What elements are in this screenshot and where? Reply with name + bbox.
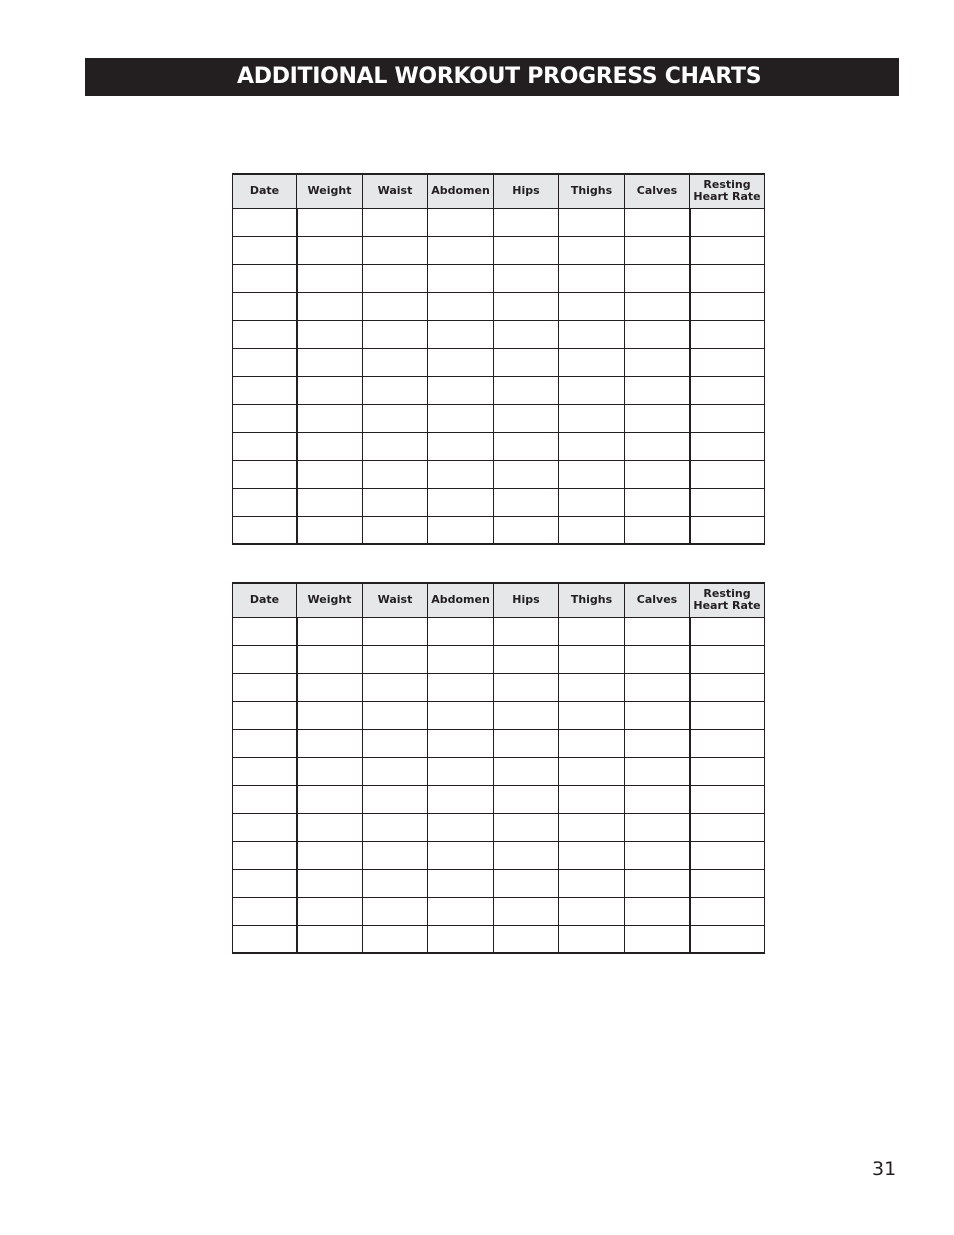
blank-entry-cell[interactable] [233,348,297,376]
blank-entry-cell[interactable] [690,264,765,292]
table-row [233,617,765,645]
table-body [233,617,765,953]
blank-entry-cell[interactable] [690,645,765,673]
blank-entry-cell[interactable] [559,236,625,264]
table-row [233,813,765,841]
blank-entry-cell[interactable] [690,348,765,376]
blank-entry-cell[interactable] [690,376,765,404]
blank-entry-cell[interactable] [559,869,625,897]
blank-entry-cell[interactable] [559,404,625,432]
blank-entry-cell[interactable] [625,645,690,673]
blank-entry-cell[interactable] [559,516,625,544]
table-row [233,673,765,701]
blank-entry-cell[interactable] [428,432,494,460]
blank-entry-cell[interactable] [494,264,559,292]
blank-entry-cell[interactable] [233,757,297,785]
blank-entry-cell[interactable] [625,516,690,544]
blank-entry-cell[interactable] [428,617,494,645]
table-row [233,348,765,376]
blank-entry-cell[interactable] [363,404,428,432]
table-row [233,897,765,925]
blank-entry-cell[interactable] [625,785,690,813]
blank-entry-cell[interactable] [297,376,363,404]
blank-entry-cell[interactable] [297,432,363,460]
blank-entry-cell[interactable] [233,404,297,432]
blank-entry-cell[interactable] [494,432,559,460]
blank-entry-cell[interactable] [625,841,690,869]
blank-entry-cell[interactable] [625,617,690,645]
blank-entry-cell[interactable] [494,348,559,376]
blank-entry-cell[interactable] [297,404,363,432]
blank-entry-cell[interactable] [233,813,297,841]
blank-entry-cell[interactable] [297,673,363,701]
blank-entry-cell[interactable] [363,925,428,953]
table-row [233,208,765,236]
column-header-abdomen: Abdomen [428,174,494,208]
blank-entry-cell[interactable] [233,645,297,673]
blank-entry-cell[interactable] [363,236,428,264]
blank-entry-cell[interactable] [690,236,765,264]
blank-entry-cell[interactable] [363,617,428,645]
blank-entry-cell[interactable] [625,320,690,348]
blank-entry-cell[interactable] [297,897,363,925]
blank-entry-cell[interactable] [625,701,690,729]
blank-entry-cell[interactable] [690,208,765,236]
blank-entry-cell[interactable] [625,460,690,488]
blank-entry-cell[interactable] [494,673,559,701]
blank-entry-cell[interactable] [690,488,765,516]
blank-entry-cell[interactable] [625,897,690,925]
blank-entry-cell[interactable] [625,869,690,897]
blank-entry-cell[interactable] [297,292,363,320]
blank-entry-cell[interactable] [494,488,559,516]
blank-entry-cell[interactable] [363,432,428,460]
blank-entry-cell[interactable] [559,264,625,292]
blank-entry-cell[interactable] [428,869,494,897]
blank-entry-cell[interactable] [690,729,765,757]
blank-entry-cell[interactable] [428,757,494,785]
blank-entry-cell[interactable] [494,897,559,925]
blank-entry-cell[interactable] [690,460,765,488]
blank-entry-cell[interactable] [363,348,428,376]
blank-entry-cell[interactable] [494,813,559,841]
blank-entry-cell[interactable] [625,757,690,785]
blank-entry-cell[interactable] [233,617,297,645]
blank-entry-cell[interactable] [559,673,625,701]
blank-entry-cell[interactable] [233,264,297,292]
blank-entry-cell[interactable] [428,488,494,516]
blank-entry-cell[interactable] [363,701,428,729]
column-header-line: Heart Rate [693,190,761,204]
table-row [233,516,765,544]
table-row [233,460,765,488]
blank-entry-cell[interactable] [690,320,765,348]
blank-entry-cell[interactable] [363,320,428,348]
blank-entry-cell[interactable] [233,236,297,264]
blank-entry-cell[interactable] [363,460,428,488]
column-header-date: Date [233,583,297,617]
blank-entry-cell[interactable] [625,925,690,953]
blank-entry-cell[interactable] [233,376,297,404]
blank-entry-cell[interactable] [363,841,428,869]
blank-entry-cell[interactable] [690,673,765,701]
blank-entry-cell[interactable] [363,757,428,785]
blank-entry-cell[interactable] [233,488,297,516]
column-header-date: Date [233,174,297,208]
blank-entry-cell[interactable] [363,376,428,404]
blank-entry-cell[interactable] [494,320,559,348]
blank-entry-cell[interactable] [428,292,494,320]
blank-entry-cell[interactable] [559,757,625,785]
blank-entry-cell[interactable] [428,645,494,673]
table-row [233,320,765,348]
blank-entry-cell[interactable] [494,869,559,897]
blank-entry-cell[interactable] [297,516,363,544]
blank-entry-cell[interactable] [363,729,428,757]
column-header-weight: Weight [297,174,363,208]
column-header-waist: Waist [363,583,428,617]
blank-entry-cell[interactable] [625,376,690,404]
blank-entry-cell[interactable] [428,236,494,264]
blank-entry-cell[interactable] [428,813,494,841]
blank-entry-cell[interactable] [233,320,297,348]
table-row [233,432,765,460]
blank-entry-cell[interactable] [297,925,363,953]
blank-entry-cell[interactable] [233,292,297,320]
blank-entry-cell[interactable] [428,673,494,701]
blank-entry-cell[interactable] [559,292,625,320]
blank-entry-cell[interactable] [494,757,559,785]
table-row [233,925,765,953]
blank-entry-cell[interactable] [625,432,690,460]
blank-entry-cell[interactable] [233,460,297,488]
blank-entry-cell[interactable] [494,376,559,404]
blank-entry-cell[interactable] [559,645,625,673]
progress-chart-table-1 [232,173,765,545]
blank-entry-cell[interactable] [690,897,765,925]
column-header-line: Resting [703,587,751,601]
column-header-hips: Hips [494,583,559,617]
blank-entry-cell[interactable] [428,516,494,544]
blank-entry-cell[interactable] [494,460,559,488]
blank-entry-cell[interactable] [428,404,494,432]
blank-entry-cell[interactable] [494,617,559,645]
table-row [233,785,765,813]
blank-entry-cell[interactable] [625,673,690,701]
blank-entry-cell[interactable] [297,264,363,292]
blank-entry-cell[interactable] [494,292,559,320]
table-row [233,645,765,673]
blank-entry-cell[interactable] [428,264,494,292]
blank-entry-cell[interactable] [363,516,428,544]
blank-entry-cell[interactable] [297,208,363,236]
blank-entry-cell[interactable] [428,785,494,813]
blank-entry-cell[interactable] [690,432,765,460]
blank-entry-cell[interactable] [233,897,297,925]
table-row [233,376,765,404]
blank-entry-cell[interactable] [428,348,494,376]
column-header-thighs: Thighs [559,174,625,208]
table-row [233,404,765,432]
table-body [233,208,765,544]
blank-entry-cell[interactable] [559,376,625,404]
blank-entry-cell[interactable] [233,673,297,701]
blank-entry-cell[interactable] [428,320,494,348]
page-title: ADDITIONAL WORKOUT PROGRESS CHARTS [237,64,762,89]
blank-entry-cell[interactable] [559,208,625,236]
blank-entry-cell[interactable] [428,460,494,488]
blank-entry-cell[interactable] [297,236,363,264]
blank-entry-cell[interactable] [297,348,363,376]
blank-entry-cell[interactable] [690,869,765,897]
column-header-thighs: Thighs [559,583,625,617]
blank-entry-cell[interactable] [494,645,559,673]
blank-entry-cell[interactable] [297,460,363,488]
blank-entry-cell[interactable] [297,488,363,516]
blank-entry-cell[interactable] [690,757,765,785]
column-header-resting-heart-rate [690,583,765,617]
blank-entry-cell[interactable] [297,841,363,869]
blank-entry-cell[interactable] [363,645,428,673]
blank-entry-cell[interactable] [690,617,765,645]
blank-entry-cell[interactable] [233,729,297,757]
blank-entry-cell[interactable] [494,404,559,432]
blank-entry-cell[interactable] [363,897,428,925]
blank-entry-cell[interactable] [625,348,690,376]
blank-entry-cell[interactable] [297,813,363,841]
blank-entry-cell[interactable] [625,488,690,516]
blank-entry-cell[interactable] [690,292,765,320]
blank-entry-cell[interactable] [297,729,363,757]
blank-entry-cell[interactable] [690,404,765,432]
blank-entry-cell[interactable] [559,925,625,953]
blank-entry-cell[interactable] [625,208,690,236]
blank-entry-cell[interactable] [363,869,428,897]
blank-entry-cell[interactable] [494,785,559,813]
table-row [233,236,765,264]
blank-entry-cell[interactable] [233,785,297,813]
blank-entry-cell[interactable] [494,729,559,757]
blank-entry-cell[interactable] [297,785,363,813]
blank-entry-cell[interactable] [233,432,297,460]
blank-entry-cell[interactable] [559,729,625,757]
blank-entry-cell[interactable] [428,376,494,404]
blank-entry-cell[interactable] [690,813,765,841]
blank-entry-cell[interactable] [690,925,765,953]
table-row [233,264,765,292]
blank-entry-cell[interactable] [233,516,297,544]
column-header-resting-heart-rate [690,174,765,208]
blank-entry-cell[interactable] [233,925,297,953]
blank-entry-cell[interactable] [297,617,363,645]
blank-entry-cell[interactable] [625,292,690,320]
blank-entry-cell[interactable] [428,897,494,925]
column-header-waist: Waist [363,174,428,208]
blank-entry-cell[interactable] [494,925,559,953]
blank-entry-cell[interactable] [428,729,494,757]
blank-entry-cell[interactable] [363,813,428,841]
blank-entry-cell[interactable] [559,617,625,645]
table-row [233,292,765,320]
column-header-calves: Calves [625,174,690,208]
blank-entry-cell[interactable] [625,813,690,841]
blank-entry-cell[interactable] [494,701,559,729]
column-header-line: Resting [703,178,751,192]
blank-entry-cell[interactable] [690,701,765,729]
blank-entry-cell[interactable] [559,841,625,869]
title-bar [85,58,899,96]
table-row [233,488,765,516]
header-row [233,583,765,617]
blank-entry-cell[interactable] [625,264,690,292]
blank-entry-cell[interactable] [690,516,765,544]
blank-entry-cell[interactable] [625,729,690,757]
table-row [233,841,765,869]
blank-entry-cell[interactable] [363,292,428,320]
blank-entry-cell[interactable] [233,208,297,236]
column-header-weight: Weight [297,583,363,617]
blank-entry-cell[interactable] [428,208,494,236]
blank-entry-cell[interactable] [559,320,625,348]
column-header-hips: Hips [494,174,559,208]
blank-entry-cell[interactable] [428,925,494,953]
blank-entry-cell[interactable] [690,841,765,869]
table-row [233,757,765,785]
blank-entry-cell[interactable] [559,488,625,516]
blank-entry-cell[interactable] [559,432,625,460]
blank-entry-cell[interactable] [297,757,363,785]
table-row [233,869,765,897]
header-row [233,174,765,208]
blank-entry-cell[interactable] [559,897,625,925]
blank-entry-cell[interactable] [559,348,625,376]
blank-entry-cell[interactable] [363,785,428,813]
blank-entry-cell[interactable] [494,208,559,236]
blank-entry-cell[interactable] [233,841,297,869]
blank-entry-cell[interactable] [363,488,428,516]
blank-entry-cell[interactable] [363,208,428,236]
column-header-abdomen: Abdomen [428,583,494,617]
blank-entry-cell[interactable] [494,841,559,869]
blank-entry-cell[interactable] [690,785,765,813]
blank-entry-cell[interactable] [363,264,428,292]
blank-entry-cell[interactable] [297,869,363,897]
column-header-calves: Calves [625,583,690,617]
blank-entry-cell[interactable] [233,869,297,897]
blank-entry-cell[interactable] [494,236,559,264]
blank-entry-cell[interactable] [233,701,297,729]
blank-entry-cell[interactable] [297,645,363,673]
blank-entry-cell[interactable] [494,516,559,544]
blank-entry-cell[interactable] [297,701,363,729]
column-header-line: Heart Rate [693,599,761,613]
blank-entry-cell[interactable] [625,404,690,432]
page-number: 31 [872,1158,897,1180]
blank-entry-cell[interactable] [559,785,625,813]
blank-entry-cell[interactable] [559,813,625,841]
blank-entry-cell[interactable] [625,236,690,264]
blank-entry-cell[interactable] [559,460,625,488]
progress-chart-table-2 [232,582,765,954]
blank-entry-cell[interactable] [363,673,428,701]
table-row [233,729,765,757]
blank-entry-cell[interactable] [428,701,494,729]
blank-entry-cell[interactable] [559,701,625,729]
table-row [233,701,765,729]
blank-entry-cell[interactable] [428,841,494,869]
blank-entry-cell[interactable] [297,320,363,348]
